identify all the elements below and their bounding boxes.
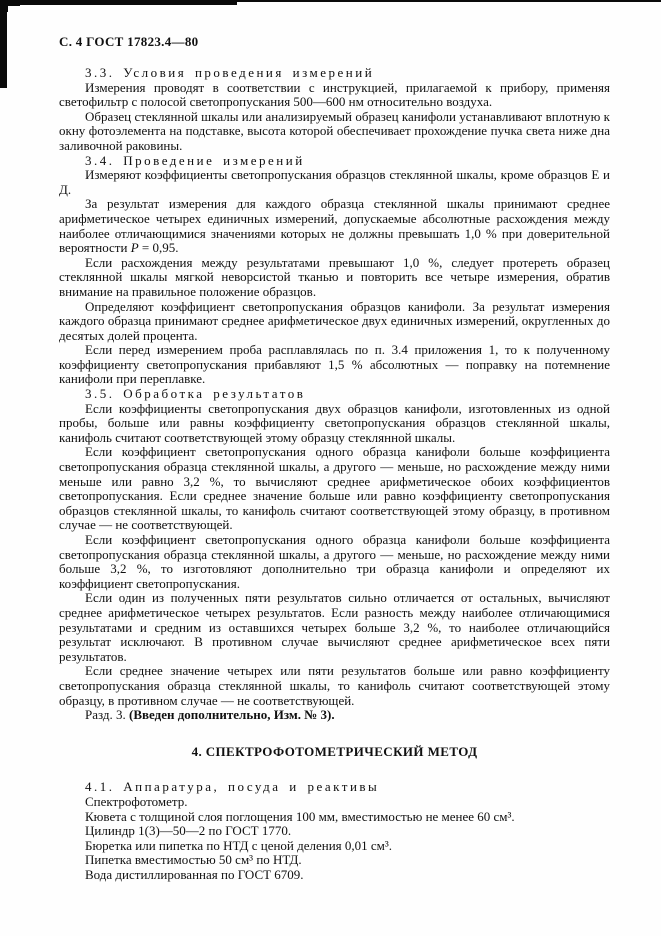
paragraph: Определяют коэффициент светопропускания образцов канифоли. За результат измерения каждого образца принимают среднее арифметическое двух единичных измерений, округленных до десятых долей процента. xyxy=(59,298,610,343)
section-heading-4-1: 4.1. Аппаратура, посуда и реактивы xyxy=(85,779,380,795)
equipment-item: Бюретка или пипетка по НТД с ценой деления 0,01 см³. xyxy=(85,837,393,853)
scan-mark xyxy=(0,0,237,5)
equipment-item: Кювета с толщиной слоя поглощения 100 мм, вместимостью не менее 60 см³. xyxy=(85,808,515,824)
paragraph: Образец стеклянной шкалы или анализируемый образец канифоли устанавливают вплотную к окну фотоэлемента на подставке, высота которой обеспечивает прохождение пучка света ниже дна заливочной раковины. xyxy=(59,108,610,153)
text-segment: Разд. 3. xyxy=(85,707,130,723)
text-segment: (Введен дополнительно, Изм. № 3). xyxy=(129,707,335,723)
document-paragraphs xyxy=(59,66,610,882)
amendment-note xyxy=(59,708,610,723)
section-heading-3-5: 3.5. Обработка результатов xyxy=(85,386,306,402)
paragraph: Если коэффициент светопропускания одного образца канифоли больше коэффициента светопропускания образца стеклянной шкалы, а другого — меньше, но расхождение между ними меньше или равно 3,2 %, то вычисляют среднее арифметическое обоих коэффициентов светопропускания. Если среднее значение больше или равно коэффициенту светопропускания образцов стеклянной шкалы, то канифоль считают соответствующей этому образцу, в противном случае — не соответствующей. xyxy=(59,444,610,533)
equipment-item: Спектрофотометр. xyxy=(85,793,188,809)
paragraph: Если расхождения между результатами превышают 1,0 %, следует протереть образец стеклянной шкалы мягкой неворсистой тканью и повторить все четыре измерения, обратив внимание на правильное положение образцов. xyxy=(59,254,610,299)
paragraph: Измеряют коэффициенты светопропускания образцов стеклянной шкалы, кроме образцов Е и Д. xyxy=(59,167,610,197)
paragraph xyxy=(59,197,610,255)
paragraph: Если среднее значение четырех или пяти результатов больше или равно коэффициенту светопропускания образца стеклянной шкалы, то канифоль считают соответствующей этому образцу, в противном случае — не соответствующей. xyxy=(59,663,610,708)
text-segment: Р xyxy=(130,240,139,256)
section-heading-3-3: 3.3. Условия проведения измерений xyxy=(85,65,375,80)
paragraph: Если коэффициент светопропускания одного образца канифоли больше коэффициента светопропускания образца стеклянной шкалы, а другого — меньше, но расхождение между ними больше 3,2 %, то изготовляют дополнительно три образца канифоли и определяют их коэффициент светопропускания. xyxy=(59,532,610,591)
paragraph: Если коэффициенты светопропускания двух образцов канифоли, изготовленных из одной пробы, больше или равны коэффициенту светопропускания образцов стеклянной шкалы, канифоль считают соответствующей этому образцу стеклянной шкалы. xyxy=(59,400,610,445)
equipment-item: Пипетка вместимостью 50 см³ по НТД. xyxy=(85,852,302,868)
equipment-item: Цилиндр 1(3)—50—2 по ГОСТ 1770. xyxy=(85,823,292,839)
page-header: С. 4 ГОСТ 17823.4—80 xyxy=(59,34,199,49)
equipment-item: Вода дистиллированная по ГОСТ 6709. xyxy=(85,866,304,882)
section-heading-3-4: 3.4. Проведение измерений xyxy=(85,152,305,168)
chapter-heading-4: 4. СПЕКТРОФОТОМЕТРИЧЕСКИЙ МЕТОД xyxy=(191,743,478,759)
scan-mark xyxy=(0,0,20,6)
paragraph: Измерения проводят в соответствии с инструкцией, прилагаемой к прибору, применяя светофильтр с полосой светопропускания 500—600 нм относительно воздуха. xyxy=(59,79,610,110)
paragraph: Если один из полученных пяти результатов сильно отличается от остальных, вычисляют среднее арифметическое четырех результатов. Если разность между наиболее отличающимися результатами и средним из оставшихся четырех больше 3,2 %, то наиболее отличающийся результат исключают. В противном случае вычисляют среднее арифметическое всех пяти результатов. xyxy=(59,590,610,664)
text-segment: = 0,95. xyxy=(138,240,179,256)
text-segment: За результат измерения для каждого образца стеклянной шкалы принимают среднее арифметическое четырех единичных измерений, допускаемые абсолютные расхождения между наиболее отличающимися значениями которых не должны превышать 1,0 % при доверительной вероятности xyxy=(59,196,610,256)
scan-mark xyxy=(0,0,7,88)
document-content xyxy=(59,34,610,882)
paragraph: Если перед измерением проба расплавлялась по п. 3.4 приложения 1, то к полученному коэффициенту светопропускания прибавляют 1,5 % абсолютных — поправку на потемнение канифоли при переплавке. xyxy=(59,342,610,387)
